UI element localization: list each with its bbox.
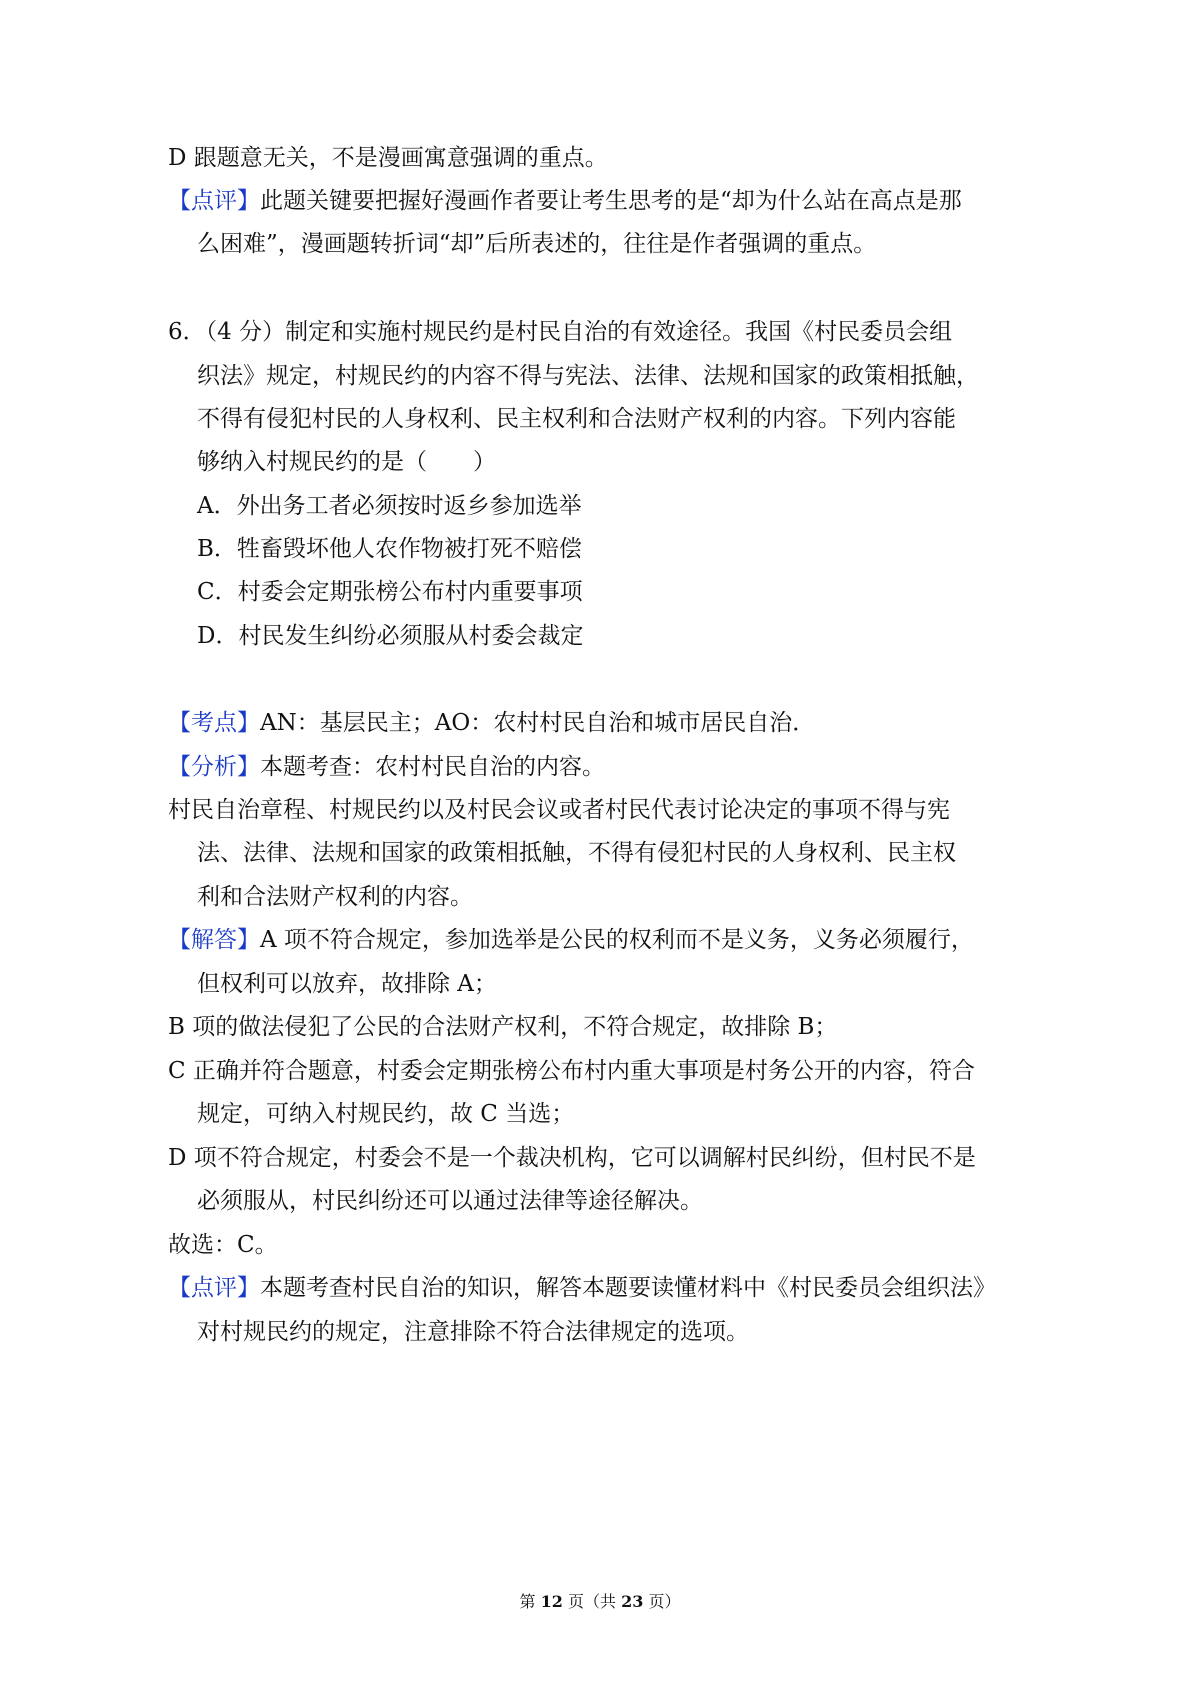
prev-answer-d: D 跟题意无关，不是漫画寓意强调的重点。: [168, 145, 608, 171]
dianping-tag: 【点评】: [168, 1275, 260, 1301]
footer-suffix: 页）: [643, 1592, 681, 1611]
jieda-c-line-2: 规定，可纳入村规民约，故 C 当选；: [197, 1101, 575, 1127]
footer-middle: 页（共: [562, 1592, 622, 1611]
option-b: B．牲畜毁坏他人农作物被打死不赔偿: [197, 536, 582, 562]
dianping-line-2: 对村规民约的规定，注意排除不符合法律规定的选项。: [197, 1319, 749, 1345]
page-footer: [0, 1590, 1200, 1614]
kaodian-text: AN：基层民主；AO：农村村民自治和城市居民自治．: [260, 710, 816, 736]
prev-comment-line-2: 么困难”，漫画题转折词“却”后所表述的，往往是作者强调的重点。: [197, 231, 877, 257]
footer-prefix: 第: [519, 1592, 541, 1611]
prev-comment-line-1: [168, 186, 962, 216]
fenxi-tag: 【分析】: [168, 754, 260, 780]
footer-total-pages: 23: [621, 1592, 644, 1611]
jieda-c-line-1: C 正确并符合题意，村委会定期张榜公布村内重大事项是村务公开的内容，符合: [168, 1058, 975, 1084]
jieda-choice: 故选：C。: [168, 1232, 278, 1258]
jieda-line-1: [168, 925, 974, 955]
dianping-line-1: [168, 1273, 996, 1303]
jieda-d-line-2: 必须服从，村民纠纷还可以通过法律等途径解决。: [197, 1188, 703, 1214]
fenxi-para-line-3: 利和合法财产权利的内容。: [197, 884, 473, 910]
dianping-text: 本题考查村民自治的知识，解答本题要读懂材料中《村民委员会组织法》: [260, 1275, 996, 1301]
option-d: D．村民发生纠纷必须服从村委会裁定: [197, 623, 584, 649]
kaodian-line: [168, 708, 815, 738]
jieda-tag: 【解答】: [168, 927, 260, 953]
question-line-3: 不得有侵犯村民的人身权利、民主权利和合法财产权利的内容。下列内容能: [197, 406, 956, 432]
footer-page-number: 12: [540, 1592, 563, 1611]
option-a: A．外出务工者必须按时返乡参加选举: [197, 493, 582, 519]
fenxi-para-line-1: 村民自治章程、村规民约以及村民会议或者村民代表讨论决定的事项不得与宪: [168, 797, 950, 823]
comment-tag: 【点评】: [168, 188, 260, 214]
jieda-a-line-2: 但权利可以放弃，故排除 A；: [197, 971, 497, 997]
jieda-d-line-1: D 项不符合规定，村委会不是一个裁决机构，它可以调解村民纠纷，但村民不是: [168, 1145, 976, 1171]
fenxi-para-line-2: 法、法律、法规和国家的政策相抵触，不得有侵犯村民的人身权利、民主权: [197, 840, 956, 866]
question-line-4: 够纳入村规民约的是（ ）: [197, 449, 496, 475]
fenxi-line: [168, 752, 605, 782]
option-c: C．村委会定期张榜公布村内重要事项: [197, 579, 583, 605]
jieda-b-line: B 项的做法侵犯了公民的合法财产权利，不符合规定，故排除 B；: [168, 1014, 838, 1040]
question-line-1: 6．（4 分）制定和实施村规民约是村民自治的有效途径。我国《村民委员会组: [168, 319, 953, 345]
kaodian-tag: 【考点】: [168, 710, 260, 736]
question-line-2: 织法》规定，村规民约的内容不得与宪法、法律、法规和国家的政策相抵触，: [197, 363, 979, 389]
comment-text: 此题关键要把握好漫画作者要让考生思考的是“却为什么站在高点是那: [260, 188, 962, 214]
fenxi-text: 本题考查：农村村民自治的内容。: [260, 754, 605, 780]
jieda-a-text: A 项不符合规定，参加选举是公民的权利而不是义务，义务必须履行，: [260, 927, 974, 953]
